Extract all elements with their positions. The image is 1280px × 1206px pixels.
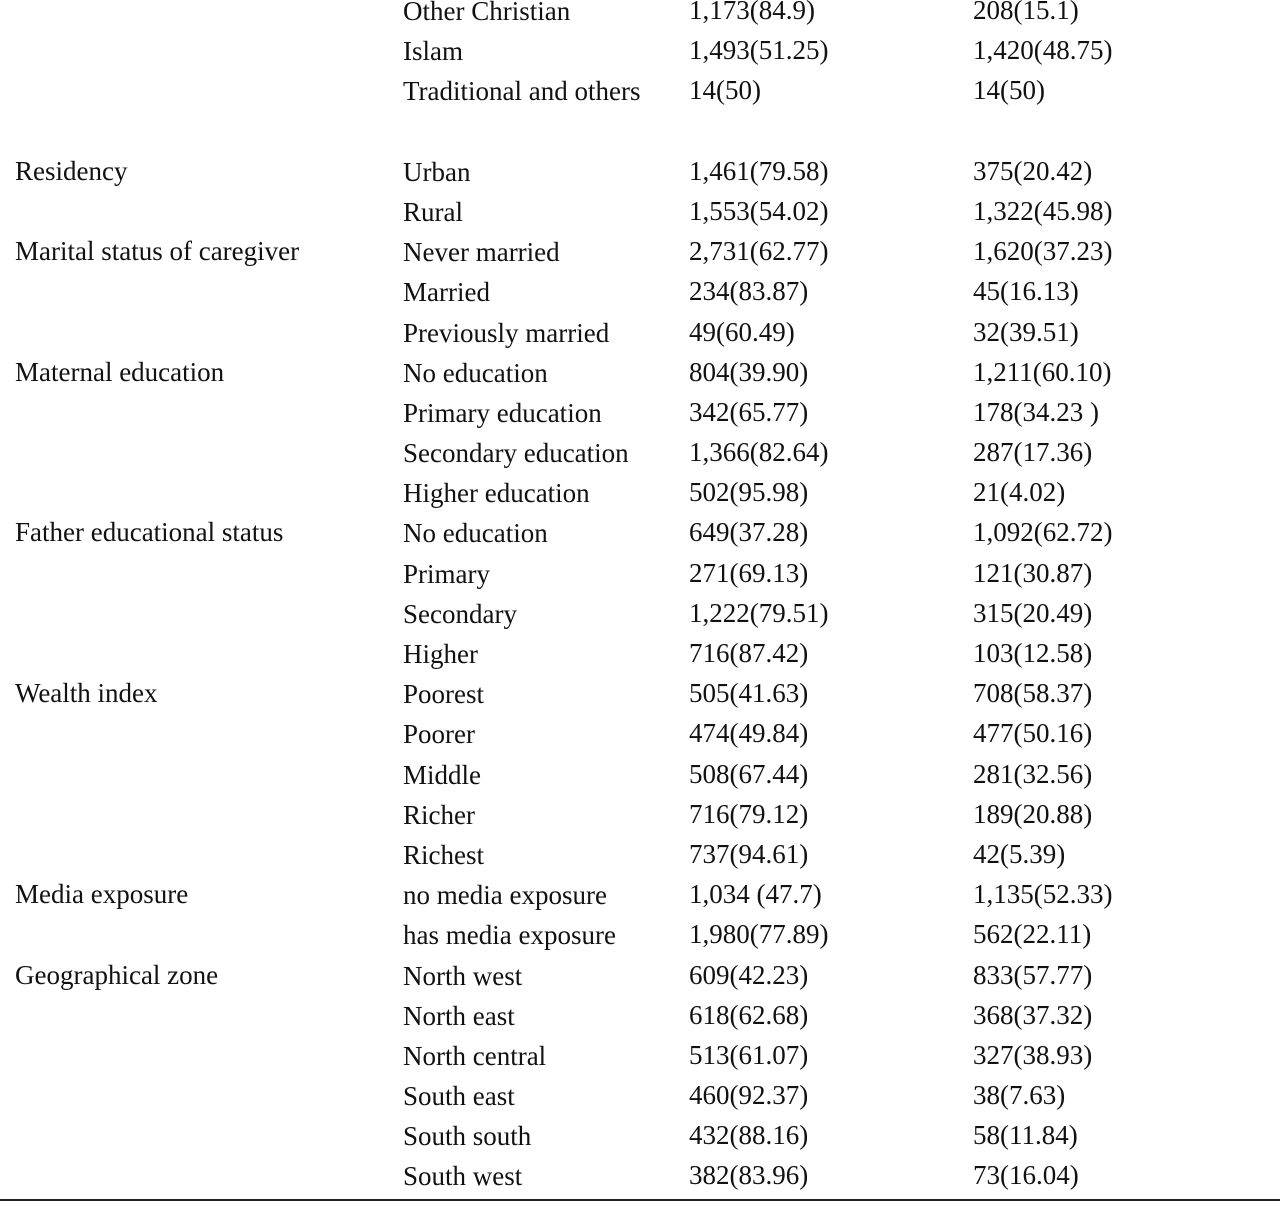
value-cell-b: 315(20.49): [973, 597, 1093, 628]
category-cell: North central: [403, 1040, 547, 1071]
category-cell: Never married: [403, 237, 560, 268]
value-cell-a: 737(94.61): [689, 838, 809, 869]
variable-cell: Father educational status: [15, 517, 284, 548]
value-cell-b: 38(7.63): [973, 1080, 1066, 1111]
value-cell-a: 1,493(51.25): [689, 35, 829, 66]
value-cell-b: 1,211(60.10): [973, 356, 1112, 387]
category-cell: has media exposure: [403, 920, 616, 951]
value-cell-a: 513(61.07): [689, 1039, 809, 1070]
category-cell: Primary: [403, 558, 490, 589]
value-cell-b: 178(34.23 ): [973, 396, 1099, 427]
value-cell-b: 73(16.04): [973, 1160, 1079, 1191]
category-cell: Other Christian: [403, 0, 571, 26]
category-cell: Higher: [403, 639, 478, 670]
value-cell-b: 103(12.58): [973, 638, 1093, 669]
category-cell: Traditional and others: [403, 76, 641, 107]
value-cell-a: 716(87.42): [689, 638, 809, 669]
variable-cell: Maternal education: [15, 356, 225, 387]
value-cell-b: 477(50.16): [973, 718, 1093, 749]
value-cell-a: 716(79.12): [689, 798, 809, 829]
category-cell: Richer: [403, 799, 475, 830]
category-cell: South east: [403, 1081, 515, 1112]
value-cell-a: 382(83.96): [689, 1160, 809, 1191]
category-cell: North east: [403, 1000, 515, 1031]
value-cell-b: 368(37.32): [973, 999, 1093, 1030]
value-cell-a: 1,366(82.64): [689, 437, 829, 468]
value-cell-a: 1,173(84.9): [689, 0, 815, 25]
category-cell: Poorer: [403, 719, 475, 750]
value-cell-b: 14(50): [973, 75, 1045, 106]
category-cell: Richest: [403, 839, 484, 870]
variable-cell: Media exposure: [15, 879, 189, 910]
category-cell: No education: [403, 357, 548, 388]
variable-cell: Marital status of caregiver: [15, 236, 300, 267]
value-cell-b: 1,420(48.75): [973, 35, 1113, 66]
value-cell-a: 342(65.77): [689, 396, 809, 427]
category-cell: South west: [403, 1161, 523, 1192]
table-bottom-rule: [0, 1199, 1280, 1201]
value-cell-a: 1,222(79.51): [689, 597, 829, 628]
table-row: [0, 75, 1280, 160]
value-cell-b: 1,322(45.98): [973, 195, 1113, 226]
category-cell: Poorest: [403, 679, 484, 710]
category-cell: South south: [403, 1121, 532, 1152]
value-cell-a: 460(92.37): [689, 1080, 809, 1111]
value-cell-a: 1,461(79.58): [689, 155, 829, 186]
value-cell-b: 121(30.87): [973, 557, 1093, 588]
value-cell-b: 42(5.39): [973, 838, 1066, 869]
value-cell-a: 649(37.28): [689, 517, 809, 548]
category-cell: Previously married: [403, 317, 610, 348]
value-cell-a: 234(83.87): [689, 276, 809, 307]
value-cell-a: 505(41.63): [689, 678, 809, 709]
value-cell-b: 189(20.88): [973, 798, 1093, 829]
value-cell-b: 562(22.11): [973, 919, 1092, 950]
value-cell-a: 804(39.90): [689, 356, 809, 387]
value-cell-b: 1,092(62.72): [973, 517, 1113, 548]
variable-cell: Wealth index: [15, 678, 158, 709]
category-cell: Primary education: [403, 397, 602, 428]
value-cell-a: 1,034 (47.7): [689, 879, 822, 910]
category-cell: Higher education: [403, 478, 590, 509]
value-cell-a: 502(95.98): [689, 477, 809, 508]
category-cell: Urban: [403, 156, 471, 187]
category-cell: No education: [403, 518, 548, 549]
value-cell-b: 708(58.37): [973, 678, 1093, 709]
category-cell: no media exposure: [403, 880, 607, 911]
value-cell-b: 281(32.56): [973, 758, 1093, 789]
category-cell: Islam: [403, 36, 463, 67]
category-cell: Rural: [403, 196, 463, 227]
value-cell-b: 287(17.36): [973, 437, 1093, 468]
value-cell-a: 1,553(54.02): [689, 195, 829, 226]
category-cell: North west: [403, 960, 523, 991]
variable-cell: Residency: [15, 155, 128, 186]
value-cell-b: 375(20.42): [973, 155, 1093, 186]
value-cell-a: 14(50): [689, 75, 761, 106]
value-cell-a: 474(49.84): [689, 718, 809, 749]
value-cell-b: 1,135(52.33): [973, 879, 1113, 910]
value-cell-b: 833(57.77): [973, 959, 1093, 990]
category-cell: Middle: [403, 759, 481, 790]
value-cell-a: 618(62.68): [689, 999, 809, 1030]
value-cell-b: 45(16.13): [973, 276, 1079, 307]
value-cell-b: 327(38.93): [973, 1039, 1093, 1070]
value-cell-b: 208(15.1): [973, 0, 1079, 25]
value-cell-a: 271(69.13): [689, 557, 809, 588]
value-cell-a: 49(60.49): [689, 316, 795, 347]
category-cell: Secondary education: [403, 438, 629, 469]
value-cell-b: 58(11.84): [973, 1120, 1078, 1151]
value-cell-a: 2,731(62.77): [689, 236, 829, 267]
category-cell: Secondary: [403, 598, 517, 629]
value-cell-b: 21(4.02): [973, 477, 1066, 508]
value-cell-a: 508(67.44): [689, 758, 809, 789]
category-cell: Married: [403, 277, 490, 308]
value-cell-b: 32(39.51): [973, 316, 1079, 347]
variable-cell: Geographical zone: [15, 959, 219, 990]
value-cell-a: 432(88.16): [689, 1120, 809, 1151]
value-cell-a: 609(42.23): [689, 959, 809, 990]
value-cell-a: 1,980(77.89): [689, 919, 829, 950]
value-cell-b: 1,620(37.23): [973, 236, 1113, 267]
